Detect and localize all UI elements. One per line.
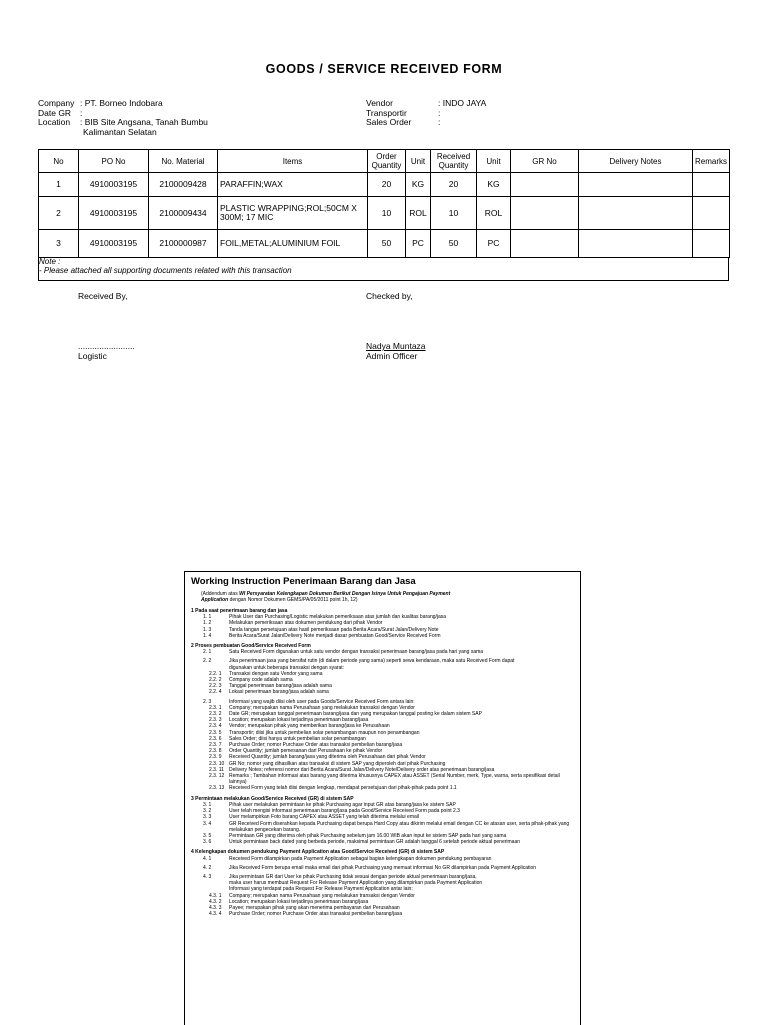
- wi-item-number: 2.3. 12: [209, 773, 225, 780]
- wi-addendum-bold: WI Persyaratan Kelengkapan Dokumen Berikut Dengan Isinya Untuk Pengajuan Payment: [239, 591, 451, 597]
- wi-item: [191, 773, 580, 785]
- wi-item-text: GR Received Form diserahkan kepada Purchasing dapat berupa Hard Copy atau dikirim melalui email dengan CC ke atasan user, serta pihak-pihak yang melakukan pengecekan barang.: [229, 820, 570, 833]
- wi-item-text: Melakukan pemeriksaan atas dokumen pendukung dari pihak Vendor: [229, 620, 383, 627]
- wi-item-number: 2.3. 4: [209, 723, 222, 730]
- form-title: GOODS / SERVICE RECEIVED FORM: [265, 62, 503, 76]
- wi-item-number: 2.3. 3: [209, 717, 222, 724]
- wi-item-text: Received Form yang telah diisi dengan lengkap, mendapat persetujuan dari pihak-pihak pada point 1.1: [229, 785, 457, 792]
- wi-item-number: 3. 2: [203, 808, 212, 815]
- wi-item-number: 4. 1: [203, 855, 212, 862]
- wi-item-number: 4.3. 2: [209, 898, 222, 905]
- cell-po-no: 4910003195: [79, 173, 149, 197]
- vendor-value: : INDO JAYA: [438, 98, 487, 108]
- cell-delivery-notes: [579, 197, 693, 230]
- sales-order-label: Sales Order: [366, 117, 412, 127]
- cell-unit: PC: [406, 230, 431, 258]
- cell-no: 2: [39, 197, 79, 230]
- cell-received-qty: 50: [431, 230, 477, 258]
- wi-item: [191, 821, 580, 833]
- received-by-name: ........................: [78, 341, 135, 351]
- cell-gr-no: [511, 173, 579, 197]
- wi-addendum-bold-2: Application: [201, 597, 229, 603]
- cell-remarks: [693, 173, 730, 197]
- wi-item-text: Purchase Order; nomor Purchase Order atas transaksi pembelian barang/jasa: [229, 742, 403, 749]
- cell-unit: ROL: [406, 197, 431, 230]
- cell-unit: KG: [406, 173, 431, 197]
- cell-item: FOIL,METAL;ALUMINIUM FOIL: [218, 230, 368, 258]
- date-gr-value: :: [80, 107, 83, 118]
- col-header-remarks: Remarks: [693, 150, 730, 173]
- header-left-info: [38, 99, 208, 137]
- wi-addendum-prefix: (Addendum atas: [201, 591, 240, 597]
- cell-order-qty: 20: [368, 173, 406, 197]
- location-label: Location: [38, 117, 71, 127]
- wi-item-text: Lokasi penerimaan barang/jasa adalah sama: [229, 689, 329, 696]
- wi-item-text: Remarks ; Tambahan informasi atas barang yang diterima khususnya CAPEX atau ASSET (Serial Number, merk, Type, warna, serta spesifikasi detail lainnya): [229, 773, 560, 786]
- wi-item-text: Vendor; merupakan pihak yang memberikan barang/jasa ke Perusahaan: [229, 723, 390, 730]
- wi-item-number: 1. 4: [203, 632, 212, 639]
- wi-item-text: Company; merupakan nama Perusahaan yang melakukan transaksi dengan Vendor: [229, 892, 415, 899]
- wi-item-text: User telah mengisi informasi penerimaan barang/jasa pada Good/Service Received Form pada point 2.3: [229, 808, 460, 815]
- cell-no: 1: [39, 173, 79, 197]
- cell-remarks: [693, 197, 730, 230]
- cell-no: 3: [39, 230, 79, 258]
- wi-item-text: Satu Received Form digunakan untuk satu vendor dengan transaksi penerimaan barang/jasa pada hari yang sama: [229, 649, 484, 656]
- cell-received-qty: 20: [431, 173, 477, 197]
- wi-item-number: 4. 2: [203, 864, 212, 871]
- cell-order-qty: 50: [368, 230, 406, 258]
- wi-item-number: 2.3. 1: [209, 704, 222, 711]
- wi-item-text: Sales Order; diisi hanya untuk pembelian solar penambangan: [229, 735, 366, 742]
- header-right-info: [366, 99, 486, 128]
- wi-item: [191, 839, 580, 845]
- wi-item-text: Date GR; merupakan tanggal penerimaan barang/jasa dan yang merupakan tanggal posting ke dalam sistem SAP: [229, 711, 482, 718]
- cell-item: PLASTIC WRAPPING;ROL;50CM X 300M; 17 MIC: [218, 197, 368, 230]
- wi-item: [191, 633, 580, 639]
- wi-item-number: 4.3. 4: [209, 911, 222, 918]
- wi-item-text: Delivery Notes; referensi nomor dari Berita Acara/Surat Jalan/Delivery Note/Delivery order atas penerimaan barang/jasa: [229, 766, 495, 773]
- checked-by-role: Admin Officer: [366, 351, 418, 361]
- col-header-po-no: PO No: [79, 150, 149, 173]
- table-header-row: [39, 150, 730, 173]
- wi-item-number: 2. 2: [203, 658, 212, 665]
- wi-item-text: Transaksi dengan satu Vendor yang sama: [229, 670, 323, 677]
- cell-order-qty: 10: [368, 197, 406, 230]
- wi-item: [191, 785, 580, 791]
- vendor-label: Vendor: [366, 98, 393, 108]
- cell-po-no: 4910003195: [79, 230, 149, 258]
- wi-item-number: 2. 1: [203, 649, 212, 656]
- cell-item: PARAFFIN;WAX: [218, 173, 368, 197]
- col-header-received-qty: Received Quantity: [431, 150, 477, 173]
- wi-item-number: 2. 3: [203, 698, 212, 705]
- cell-gr-no: [511, 230, 579, 258]
- wi-item-text: maka user harus membuat Request For Release Payment Application yang dilampirkan pada Payment Application: [229, 880, 483, 887]
- note-text: - Please attached all supporting documents related with this transaction: [39, 265, 292, 275]
- col-header-order-qty: Order Quantity: [368, 150, 406, 173]
- wi-item-text: Location; merupakan lokasi terjadinya penerimaan barang/jasa: [229, 717, 369, 724]
- wi-item: [191, 911, 580, 917]
- wi-item-number: 3. 1: [203, 801, 212, 808]
- received-by-role: Logistic: [78, 351, 107, 361]
- wi-addendum-suffix: dengan Nomor Dokumen GEMS/PA/05/2011 point 1h, 12): [228, 597, 358, 603]
- wi-item-text: Permintaan GR yang diterima oleh pihak Purchasing sebelum jam 16.00 WIB akan input ke sistem SAP pada hari yang sama: [229, 832, 507, 839]
- wi-item-number: 3. 5: [203, 832, 212, 839]
- wi-item-text: Company code adalah sama: [229, 677, 293, 684]
- wi-item-text: Received Form dilampirkan pada Payment Application sebagai bagian kelengkapan dokumen pendukung pembayaran: [229, 855, 492, 862]
- wi-item-number: 2.3. 11: [209, 766, 224, 773]
- checked-by-label: Checked by,: [366, 291, 413, 301]
- wi-item-text: Informasi yang terdapat pada Request For Release Payment Application antar lain:: [229, 886, 413, 893]
- items-table: [38, 149, 730, 258]
- note-label: Note :: [39, 257, 61, 266]
- wi-item-text: Pihak User dan Purchasing/Logistic melakukan pemeriksaan atas jumlah dan kualitas barang/jasa: [229, 614, 447, 621]
- wi-item-text: Berita Acara/Surat Jalan/Delivery Note menjadi dasar pembuatan Good/Service Received Form: [229, 632, 441, 639]
- wi-item-number: 2.3. 2: [209, 711, 222, 718]
- transportir-label: Transportir: [366, 107, 407, 118]
- wi-item-text: digunakan untuk beberapa transaksi dengan syarat:: [229, 664, 345, 671]
- wi-item-number: 3. 3: [203, 814, 212, 821]
- table-row: [39, 230, 730, 258]
- wi-item-text: Jika Received Form berupa email maka email dari pihak Purchasing yang memuat informasi No GR dilampirkan pada Payment Application: [229, 864, 537, 871]
- sales-order-value: :: [438, 117, 441, 127]
- wi-item-number: 4. 3: [203, 873, 212, 880]
- cell-material: 2100009428: [149, 173, 218, 197]
- location-label-cont: [38, 128, 83, 138]
- col-header-delivery-notes: Delivery Notes: [579, 150, 693, 173]
- wi-item-text: Jika penerimaan jasa yang bersifat rutin (di dalam periode yang sama) seperti sewa kendaraan, maka satu Received Form dapat: [229, 658, 515, 665]
- wi-item-number: 2.2. 2: [209, 677, 222, 684]
- wi-title: Working Instruction Penerimaan Barang dan Jasa: [191, 576, 416, 587]
- cell-unit-2: KG: [477, 173, 511, 197]
- wi-item-text: Transportir; diisi jika untuk pembelian solar penambangan maupun non penambangan: [229, 729, 420, 736]
- wi-item-number: 2.3. 10: [209, 760, 225, 767]
- wi-item-text: Received Quantity; jumlah barang/jasa yang diterima oleh Perusahaan dari pihak Vendor: [229, 754, 426, 761]
- col-header-material: No. Material: [149, 150, 218, 173]
- col-header-no: No: [39, 150, 79, 173]
- cell-delivery-notes: [579, 173, 693, 197]
- wi-item-number: 1. 2: [203, 620, 212, 627]
- cell-remarks: [693, 230, 730, 258]
- wi-item-text: Purchase Order; nomor Purchase Order atas transaksi pembelian barang/jasa: [229, 911, 403, 918]
- col-header-unit-2: Unit: [477, 150, 511, 173]
- note-box: [38, 258, 729, 281]
- wi-item-text: Pihak user melakukan permintaan ke pihak Purchasing agar input GR atas barang/jasa ke sistem SAP: [229, 801, 456, 808]
- wi-item-number: 2.2. 1: [209, 670, 222, 677]
- wi-item-text: Tanggal penerimaan barang/jasa adalah sama: [229, 683, 332, 690]
- wi-item-text: Jika permintaan GR dari User ke pihak Purchasing tidak sesuai dengan periode aktual penerimaan barang/jasa,: [229, 873, 477, 880]
- received-by-label: Received By,: [78, 291, 128, 301]
- cell-material: 2100000987: [149, 230, 218, 258]
- table-row: [39, 197, 730, 230]
- wi-item-text: Order Quantity; jumlah pemesanan dari Perusahaan ke pihak Vendor: [229, 748, 383, 755]
- location-value-cont: Kalimantan Selatan: [83, 126, 157, 137]
- col-header-items: Items: [218, 150, 368, 173]
- company-label: Company: [38, 98, 75, 108]
- wi-section-heading: 1 Pada saat penerimaan barang dan jasa: [191, 608, 288, 614]
- col-header-unit: Unit: [406, 150, 431, 173]
- wi-item-text: Untuk permintaan back dated yang berbeda periode, maksimal permintaan GR adalah tanggal 6 setelah periode aktual penerimaan: [229, 839, 521, 846]
- checked-by-name: Nadya Muntaza: [366, 341, 426, 351]
- wi-item-number: 2.2. 3: [209, 683, 222, 690]
- working-instruction-box: [184, 571, 581, 1025]
- wi-item-number: 3. 4: [203, 820, 212, 827]
- wi-item-number: 1. 3: [203, 626, 212, 633]
- wi-item-number: 2.3. 6: [209, 735, 222, 742]
- wi-sections: [191, 608, 580, 917]
- cell-po-no: 4910003195: [79, 197, 149, 230]
- wi-item-text: Company; merupakan nama Perusahaan yang melakukan transaksi dengan Vendor: [229, 704, 415, 711]
- cell-material: 2100009434: [149, 197, 218, 230]
- wi-item-text: Payee; merupakan pihak yang akan menerima pembayaran dari Perusahaan: [229, 904, 400, 911]
- wi-item-number: 3. 6: [203, 839, 212, 846]
- wi-item-number: 4.3. 1: [209, 892, 222, 899]
- date-gr-label: Date GR: [38, 107, 72, 118]
- wi-item-number: 2.3. 8: [209, 748, 222, 755]
- wi-item-text: Tanda tangan persetujuan atas hasil pemeriksaan pada Berita Acara/Surat Jalan/Delivery Note: [229, 626, 439, 633]
- wi-section-heading: 3 Permintaan melakukan Good/Service Received (GR) di sistem SAP: [191, 795, 354, 802]
- wi-section-heading: 2 Proses pembuatan Good/Service Received Form: [191, 643, 311, 650]
- wi-item-number: 2.3. 13: [209, 785, 225, 792]
- cell-gr-no: [511, 197, 579, 230]
- cell-unit-2: PC: [477, 230, 511, 258]
- wi-section-heading: 4 Kelengkapan dokumen pendukung Payment Application atas Good/Service Received (GR) di sistem SAP: [191, 849, 445, 856]
- wi-item-number: 1. 1: [203, 614, 212, 621]
- transportir-value: :: [438, 107, 441, 118]
- wi-item-number: 2.2. 4: [209, 689, 222, 696]
- wi-item-number: 2.3. 9: [209, 754, 222, 761]
- wi-item-number: 2.3. 5: [209, 729, 222, 736]
- wi-item-text: Informasi yang wajib diisi oleh user pada Goods/Service Received Form antara lain:: [229, 698, 415, 705]
- wi-item-text: User melampirkan Foto barang CAPEX atau ASSET yang telah diterima melalui email: [229, 814, 419, 821]
- wi-item-text: Location; merupakan lokasi terjadinya penerimaan barang/jasa: [229, 898, 369, 905]
- wi-item-number: 4.3. 3: [209, 904, 222, 911]
- wi-item-text: GR No; nomor yang dihasilkan atas transaksi di sistem SAP yang diperoleh dari pihak Purchasing: [229, 760, 446, 767]
- cell-delivery-notes: [579, 230, 693, 258]
- cell-unit-2: ROL: [477, 197, 511, 230]
- wi-item-number: 2.3. 7: [209, 742, 222, 749]
- table-row: [39, 173, 730, 197]
- company-value: : PT. Borneo Indobara: [80, 98, 163, 108]
- col-header-gr-no: GR No: [511, 150, 579, 173]
- location-value: : BIB Site Angsana, Tanah Bumbu: [80, 117, 208, 127]
- wi-addendum: [191, 591, 580, 603]
- cell-received-qty: 10: [431, 197, 477, 230]
